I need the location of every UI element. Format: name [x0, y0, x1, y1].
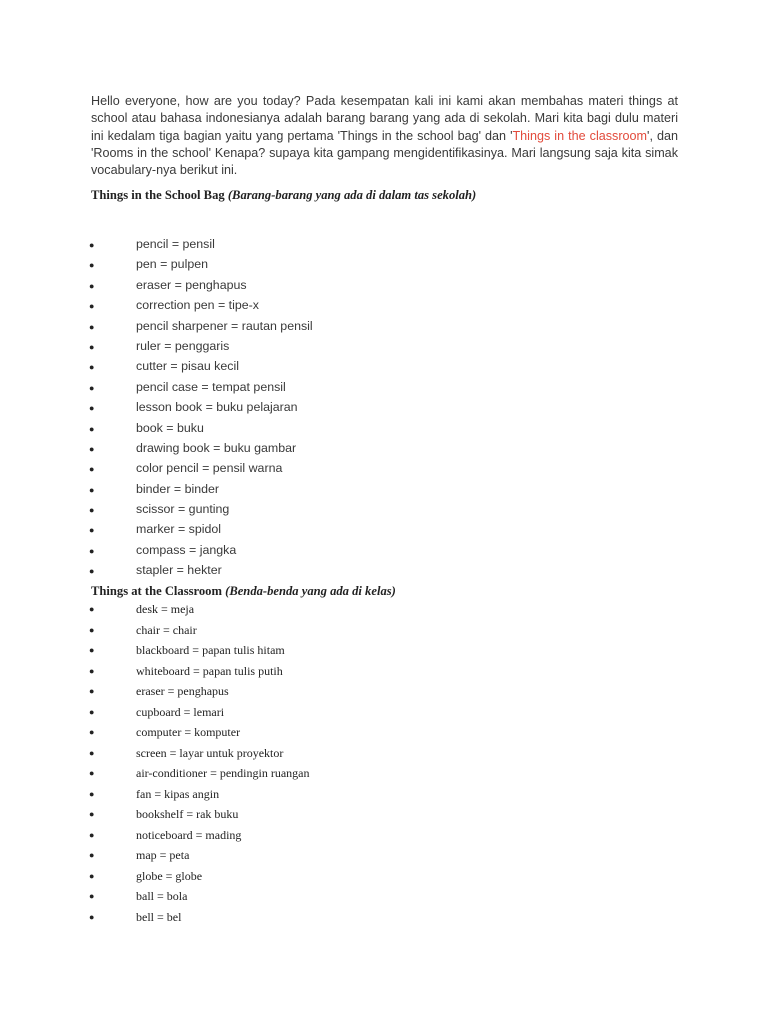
vocabulary-entry: binder = binder: [136, 481, 220, 496]
vocabulary-entry: eraser = penghapus: [136, 684, 229, 698]
vocabulary-entry: cutter = pisau kecil: [136, 359, 239, 374]
bullet-icon: ●: [89, 809, 95, 819]
bullet-icon: ●: [89, 665, 95, 676]
intro-text-end: ', dan 'Rooms in the school' Kenapa? supaya kita gampang mengidentifikasinya. Mari langsung saja kita simak vocabulary-nya berikut ini.: [91, 128, 678, 178]
bullet-icon: ●: [89, 260, 95, 271]
intro-text-start: Hello everyone, how are you today? Pada kesempatan kali ini kami akan membahas materi things at school atau bahasa indonesianya adalah barang barang yang ada di sekolah. Mari kita bagi dulu materi ini kedalam tiga bagian yaitu yang pertama 'Things in the school bag' dan ': [91, 94, 678, 143]
bullet-icon: ●: [89, 911, 95, 922]
vocabulary-entry: fan = kipas angin: [136, 786, 220, 801]
vocabulary-entry: map = peta: [136, 848, 190, 862]
bullet-icon: ●: [89, 727, 95, 737]
vocabulary-entry: marker = spidol: [136, 522, 222, 537]
section-subtitle: (Barang-barang yang ada di dalam tas sekolah): [227, 188, 477, 202]
vocabulary-entry: desk = meja: [136, 602, 195, 616]
vocabulary-entry: lesson book = buku pelajaran: [136, 400, 298, 415]
bullet-icon: ●: [89, 891, 95, 901]
vocabulary-entry: pencil = pensil: [136, 237, 215, 251]
bullet-icon: ●: [89, 301, 95, 312]
bullet-icon: ●: [89, 850, 95, 860]
bullet-icon: ●: [89, 525, 95, 536]
bullet-icon: ●: [89, 566, 95, 577]
bullet-icon: ●: [89, 545, 95, 556]
section-heading-classroom: [91, 584, 396, 599]
section-subtitle: (Benda-benda yang ada di kelas): [225, 584, 396, 598]
vocabulary-entry: drawing book = buku gambar: [136, 440, 297, 455]
vocabulary-entry: scissor = gunting: [136, 502, 230, 517]
bullet-icon: ●: [89, 604, 95, 614]
vocabulary-entry: screen = layar untuk proyektor: [136, 745, 284, 760]
bullet-icon: ●: [89, 484, 95, 495]
bullet-icon: ●: [89, 829, 95, 840]
vocabulary-entry: bell = bel: [136, 909, 182, 924]
intro-paragraph: [91, 93, 678, 179]
bullet-icon: ●: [89, 505, 95, 516]
bullet-icon: ●: [89, 870, 95, 881]
bullet-icon: ●: [89, 362, 95, 373]
vocabulary-entry: ruler = penggaris: [136, 338, 230, 353]
vocabulary-entry: computer = komputer: [136, 725, 241, 739]
bullet-icon: ●: [89, 443, 95, 454]
bullet-icon: ●: [89, 341, 95, 352]
bullet-icon: ●: [89, 240, 95, 250]
bullet-icon: ●: [89, 464, 95, 475]
bullet-icon: ●: [89, 321, 95, 332]
vocabulary-entry: correction pen = tipe-x: [136, 298, 259, 313]
section-title: Things in the School Bag: [91, 188, 225, 202]
vocabulary-entry: stapler = hekter: [136, 563, 222, 578]
bullet-icon: ●: [89, 686, 95, 696]
vocabulary-entry: noticeboard = mading: [136, 827, 242, 842]
bullet-icon: ●: [89, 280, 95, 291]
vocabulary-entry: color pencil = pensil warna: [136, 461, 283, 476]
bullet-icon: ●: [89, 768, 95, 778]
things-in-classroom-link[interactable]: Things in the classroom: [512, 128, 648, 143]
vocabulary-entry: bookshelf = rak buku: [136, 807, 239, 821]
vocabulary-entry: eraser = penghapus: [136, 277, 247, 292]
vocabulary-entry: air-conditioner = pendingin ruangan: [136, 766, 310, 780]
vocabulary-entry: compass = jangka: [136, 542, 237, 557]
vocabulary-entry: pencil sharpener = rautan pensil: [136, 318, 313, 333]
vocabulary-entry: pen = pulpen: [136, 257, 209, 272]
bullet-icon: ●: [89, 747, 95, 758]
vocabulary-entry: book = buku: [136, 420, 204, 435]
bullet-icon: ●: [89, 403, 95, 414]
vocabulary-entry: cupboard = lemari: [136, 704, 225, 719]
bullet-icon: ●: [89, 645, 95, 655]
vocabulary-entry: globe = globe: [136, 868, 203, 883]
vocabulary-entry: pencil case = tempat pensil: [136, 379, 286, 394]
vocabulary-entry: whiteboard = papan tulis putih: [136, 663, 283, 678]
section-heading-school-bag: [91, 188, 476, 203]
vocabulary-entry: blackboard = papan tulis hitam: [136, 643, 285, 657]
vocabulary-entry: chair = chair: [136, 622, 197, 637]
bullet-icon: ●: [89, 423, 95, 434]
section-title: Things at the Classroom: [91, 584, 222, 598]
bullet-icon: ●: [89, 624, 95, 635]
bullet-icon: ●: [89, 382, 95, 393]
bullet-icon: ●: [89, 706, 95, 717]
bullet-icon: ●: [89, 788, 95, 799]
vocabulary-entry: ball = bola: [136, 889, 188, 903]
